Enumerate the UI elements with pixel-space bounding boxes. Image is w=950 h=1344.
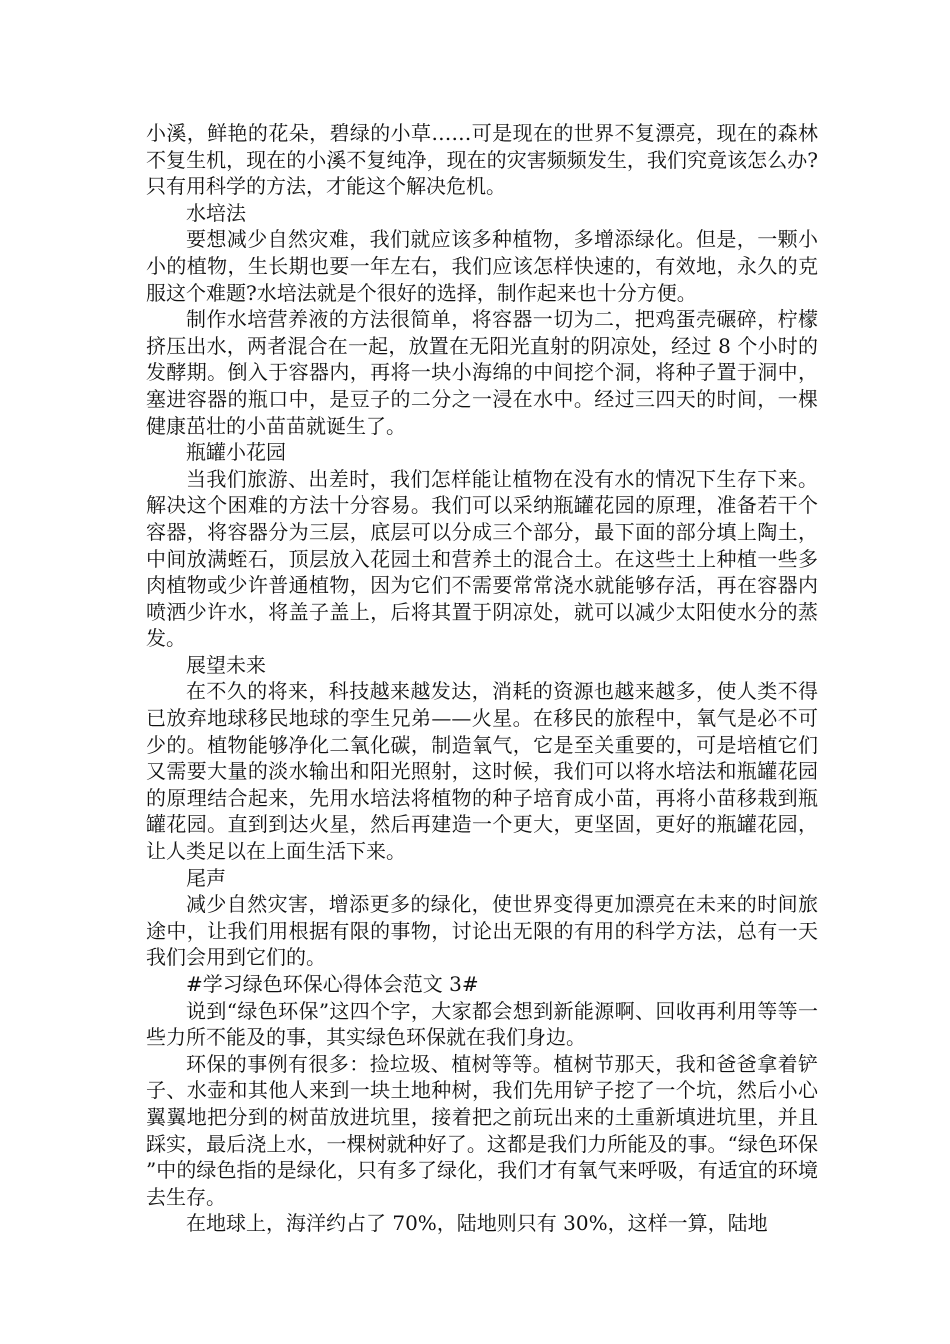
paragraph-hydroponics-intro: 要想减少自然灾难，我们就应该多种植物，多增添绿化。但是，一颗小小的植物，生长期也要一年左右，我们应该怎样快速的，有效地，永久的克服这个难题?水培法就是个很好的选择，制作起来也十分方便。	[146, 227, 818, 305]
paragraph-green-intro: 说到“绿色环保”这四个字，大家都会想到新能源啊、回收再利用等等一些力所不能及的事，其实绿色环保就在我们身边。	[146, 998, 818, 1050]
paragraph-ocean-land: 在地球上，海洋约占了 70%，陆地则只有 30%，这样一算，陆地	[186, 1211, 768, 1236]
section-heading-hydroponics: 水培法	[186, 200, 246, 225]
section-heading-bottle-garden: 瓶罐小花园	[186, 440, 286, 465]
paragraph-hydroponics-method: 制作水培营养液的方法很简单，将容器一切为二，把鸡蛋壳碾碎，柠檬挤压出水，两者混合在一起，放置在无阳光直射的阴凉处，经过 8 个小时的发酵期。倒入于容器内，再将一块小海绵的中间挖个洞，将种子置于洞中，塞进容器的瓶口中，是豆子的二分之一浸在水中。经过三四天的时间，一棵健康茁壮的小苗苗就诞生了。	[146, 307, 818, 438]
paragraph-future: 在不久的将来，科技越来越发达，消耗的资源也越来越多，使人类不得已放弃地球移民地球的孪生兄弟——火星。在移民的旅程中，氧气是必不可少的。植物能够净化二氧化碳，制造氧气，它是至关重要的，可是培植它们又需要大量的淡水输出和阳光照射，这时候，我们可以将水培法和瓶罐花园的原理结合起来，先用水培法将植物的种子培育成小苗，再将小苗移栽到瓶罐花园。直到到达火星，然后再建造一个更大，更坚固，更好的瓶罐花园，让人类足以在上面生活下来。	[146, 679, 818, 864]
paragraph-bottle-garden: 当我们旅游、出差时，我们怎样能让植物在没有水的情况下生存下来。解决这个困难的方法十分容易。我们可以采纳瓶罐花园的原理，准备若干个容器，将容器分为三层，底层可以分成三个部分，最下面的部分填上陶土，中间放满蛭石，顶层放入花园土和营养土的混合土。在这些土上种植一些多肉植物或少许普通植物，因为它们不需要常常浇水就能够存活，再在容器内喷洒少许水，将盖子盖上，后将其置于阴凉处，就可以减少太阳使水分的蒸发。	[146, 466, 818, 651]
paragraph-epilogue: 减少自然灾害，增添更多的绿化，使世界变得更加漂亮在未来的时间旅途中，让我们用根据有限的事物，讨论出无限的有用的科学方法，总有一天我们会用到它们的。	[146, 892, 818, 970]
essay-title-3: #学习绿色环保心得体会范文 3#	[186, 972, 479, 996]
section-heading-future: 展望未来	[186, 652, 266, 677]
paragraph-green-examples: 环保的事例有很多：捡垃圾、植树等等。植树节那天，我和爸爸拿着铲子、水壶和其他人来到一块土地种树，我们先用铲子挖了一个坑，然后小心翼翼地把分到的树苗放进坑里，接着把之前玩出来的土重新填进坑里，并且踩实，最后浇上水，一棵树就种好了。这都是我们力所能及的事。“绿色环保”中的绿色指的是绿化，只有多了绿化，我们才有氧气来呼吸，有适宜的环境去生存。	[146, 1051, 818, 1209]
paragraph-intro-continued: 小溪，鲜艳的花朵，碧绿的小草……可是现在的世界不复漂亮，现在的森林不复生机，现在的小溪不复纯净，现在的灾害频频发生，我们究竟该怎么办?只有用科学的方法，才能这个解决危机。	[146, 121, 818, 199]
document-page	[146, 120, 818, 1237]
section-heading-epilogue: 尾声	[186, 865, 226, 890]
